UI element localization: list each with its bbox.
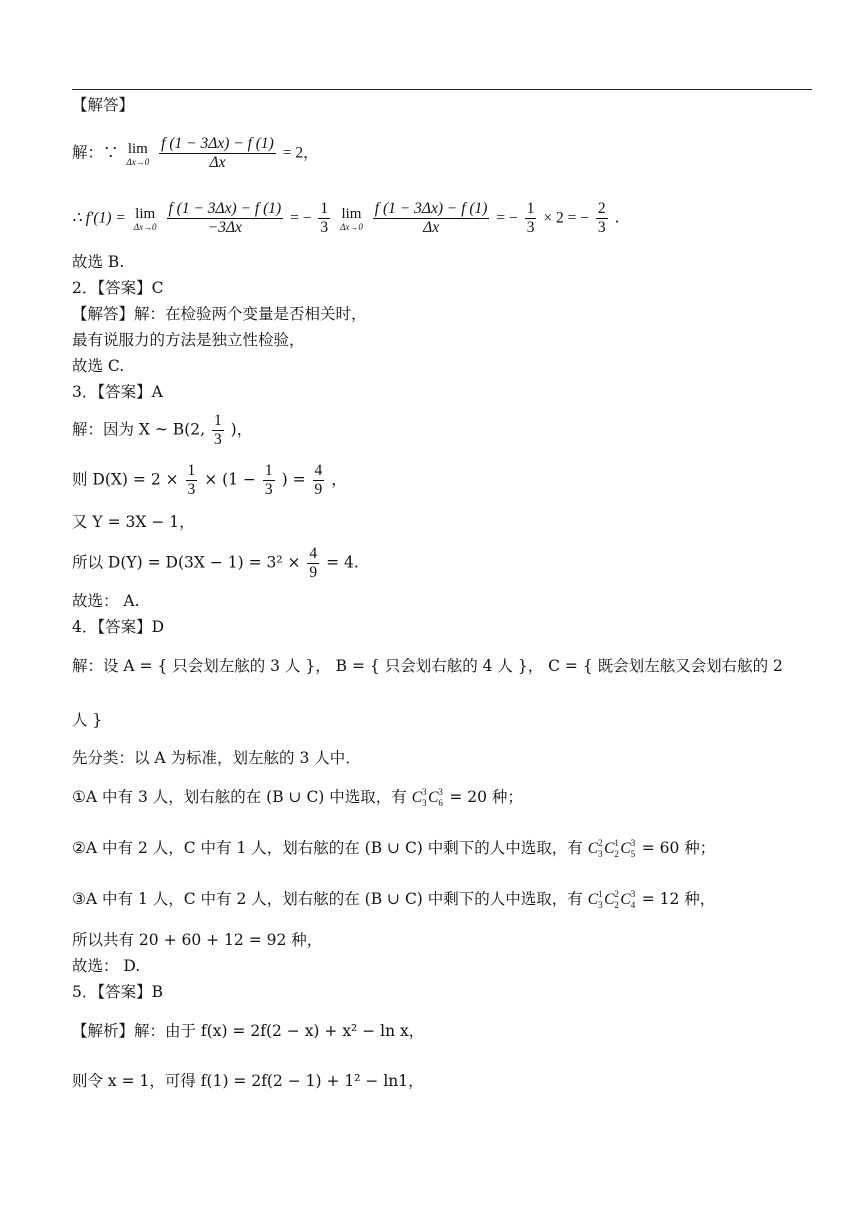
s2-conclusion: 故选 C.	[72, 357, 125, 375]
fraction: $\frac{1}{3}$	[526, 200, 535, 236]
fraction: $\frac{4}{9}$	[309, 545, 318, 581]
limit-line-1: 解：∵ lim Δx→0 $\frac{f (1 - 3\Delta x) - f (1)}{\Delta x}$ = 2，	[72, 135, 319, 171]
s4-case-1: ①A 中有 3 人，划右舷的在 (B ∪ C) 中选取，有 C 3 3 C 3 6 = 20 种；	[72, 787, 523, 808]
s2-line-1: 【解答】解：在检验两个变量是否相关时，	[72, 305, 367, 323]
s4-case-3: ③A 中有 1 人，C 中有 2 人，划右舷的在 (B ∪ C) 中剩下的人中选取，有 C 1 3 C 2 2 C 3 4 = 12 种，	[72, 889, 716, 910]
s2-line-2: 最有说服力的方法是独立性检验，	[72, 331, 305, 349]
s4-title: 4．【答案】D	[72, 618, 165, 636]
limit-operator: lim Δx→0	[126, 140, 150, 167]
fraction: $\frac{f (1 - 3\Delta x) - f (1)}{\Delta x}$	[374, 200, 488, 236]
limit-line-2: ∴ f′(1) = lim Δx→0 $\frac{f (1 - 3\Delta x) - f (1)}{-3\Delta x}$ = − $\frac{1}{3}$ lim Δx→0 $\frac{f (1 - 3\Delta x) - f (1)}{\Delta x}$ = − $\frac{1}{3}$ × 2 = − $\frac{2}{3}$ .	[72, 200, 620, 236]
header-rule	[72, 89, 812, 90]
fraction: $\frac{f (1 - 3\Delta x) - f (1)}{\Delta x}$	[161, 135, 274, 171]
s5-line-1: 【解析】解：由于 f(x) = 2f(2 − x) + x² − ln x，	[72, 1022, 425, 1040]
s1-conclusion: 故选 B.	[72, 253, 125, 271]
s3-line-1: 解：因为 X ~ B(2, $\frac{1}{3}$ )，	[72, 412, 253, 448]
s3-line-2: 则 D(X) = 2 × $\frac{1}{3}$ × (1 − $\frac{1}{3}$ ) = $\frac{4}{9}$ ，	[72, 462, 347, 498]
s4-total: 所以共有 20 + 60 + 12 = 92 种，	[72, 931, 323, 949]
s4-case-2: ②A 中有 2 人，C 中有 1 人，划右舷的在 (B ∪ C) 中剩下的人中选取，有 C 2 3 C 1 2 C 3 5 = 60 种；	[72, 838, 716, 859]
s5-title: 5．【答案】B	[72, 983, 164, 1001]
fraction: $\frac{1}{3}$	[213, 412, 222, 448]
fraction: $\frac{2}{3}$	[597, 200, 606, 236]
s4-line-3: 先分类：以 A 为标准，划左舷的 3 人中．	[72, 749, 361, 767]
s3-line-3: 又 Y = 3X − 1，	[72, 513, 195, 531]
limit-operator: lim Δx→0	[340, 205, 363, 232]
fraction: $\frac{4}{9}$	[314, 462, 323, 498]
limit-operator: lim Δx→0	[133, 205, 157, 232]
solution-heading: 【解答】	[72, 96, 135, 114]
s3-conclusion: 故选： A.	[72, 592, 140, 610]
s3-title: 3．【答案】A	[72, 383, 163, 401]
fraction: $\frac{1}{3}$	[320, 200, 329, 236]
s3-line-4: 所以 D(Y) = D(3X − 1) = 3² × $\frac{4}{9}$ = 4.	[72, 545, 359, 581]
s5-line-2: 则令 x = 1，可得 f(1) = 2f(2 − 1) + 1² − ln1，	[72, 1072, 424, 1090]
fraction: $\frac{1}{3}$	[264, 462, 273, 498]
fraction: $\frac{f (1 - 3\Delta x) - f (1)}{-3\Delta x}$	[168, 200, 282, 236]
s4-conclusion: 故选： D.	[72, 957, 141, 975]
s2-title: 2．【答案】C	[72, 279, 164, 297]
s4-line-2: 人 }	[72, 711, 103, 729]
s4-line-1: 解：设 A = { 只会划左舷的 3 人 }， B = { 只会划右舷的 4 人 }， C = { 既会划左舷又会划右舷的 2	[72, 657, 783, 675]
fraction: $\frac{1}{3}$	[187, 462, 196, 498]
